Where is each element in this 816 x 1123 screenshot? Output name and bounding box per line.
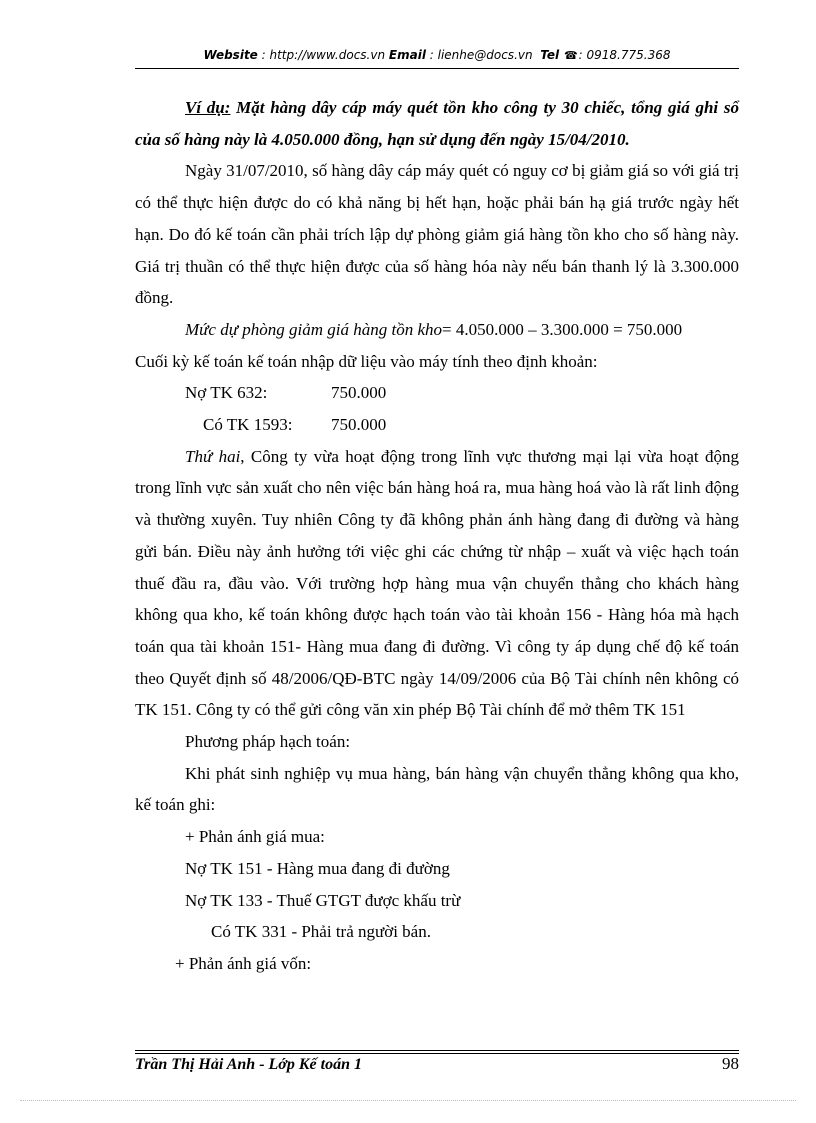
tel-label: Tel — [540, 48, 560, 62]
email-label: Email — [388, 48, 426, 62]
entry-credit-1593 — [135, 409, 739, 441]
example-paragraph — [135, 92, 739, 155]
website-sep: : — [257, 48, 270, 62]
paragraph-2: Cuối kỳ kế toán kế toán nhập dữ liệu vào máy tính theo định khoản: — [135, 351, 598, 371]
line-purchase-price: + Phản ánh giá mua: — [185, 827, 325, 847]
entry1-amount: 750.000 — [331, 383, 387, 403]
website-label: Website — [203, 48, 258, 62]
formula-paragraph — [135, 314, 739, 346]
page-header — [135, 48, 739, 62]
email-value[interactable]: lienhe@docs.vn — [437, 48, 533, 62]
paragraph-5: Khi phát sinh nghiệp vụ mua hàng, bán hàng vận chuyển thẳng không qua kho, kế toán ghi: — [135, 763, 739, 815]
page-edge-dotted-line — [20, 1100, 796, 1101]
entry2-amount: 750.000 — [331, 415, 387, 435]
website-url[interactable]: http://www.docs.vn — [269, 48, 386, 62]
paragraph-3-lead: Thứ hai — [185, 446, 241, 466]
document-body — [135, 92, 739, 980]
email-sep: : — [425, 48, 438, 62]
formula-value: = 4.050.000 – 3.300.000 = 750.000 — [442, 319, 683, 339]
line-debit-133: Nợ TK 133 - Thuế GTGT được khấu trừ — [185, 890, 461, 910]
phone-icon: ☎ — [563, 49, 578, 62]
example-label: Ví dụ: — [185, 98, 231, 117]
footer-rule-bottom — [135, 1053, 739, 1054]
line-credit-331: Có TK 331 - Phải trả người bán. — [211, 922, 431, 942]
formula-label: Mức dự phòng giảm giá hàng tồn kho — [185, 319, 442, 339]
line-cost-price: + Phản ánh giá vốn: — [175, 953, 312, 973]
tel-value: : 0918.775.368 — [578, 48, 671, 62]
entry2-account: Có TK 1593: — [203, 415, 293, 435]
paragraph-4: Phương pháp hạch toán: — [185, 732, 351, 752]
page-number: 98 — [722, 1054, 739, 1073]
paragraph-3-text: , Công ty vừa hoạt động trong lĩnh vực thương mại lại vừa hoạt động trong lĩnh vực sản xuất cho nên việc bán hàng hoá ra, mua hàng hoá vào là rất linh động và thường xuyên. Tuy nhiên Công ty đã không phản ánh hàng đang đi đường và hàng gửi bán. Điều này ảnh hưởng tới việc ghi các chứng từ nhập – xuất và việc hạch toán thuế đầu ra, đầu vào. Với trường hợp hàng mua vận chuyển thẳng cho khách hàng không qua kho, kế toán không được hạch toán vào tài khoản 156 - Hàng hóa mà hạch toán qua tài khoản 151- Hàng mua đang đi đường. Vì công ty áp dụng chế độ kế toán theo Quyết định số 48/2006/QĐ-BTC ngày 14/09/2006 của Bộ Tài chính nên không có TK 151. Công ty có thể gửi công văn xin phép Bộ Tài chính để mở thêm TK 151 — [135, 446, 739, 720]
footer-author: Trần Thị Hải Anh - Lớp Kế toán 1 — [135, 1056, 362, 1073]
entry-debit-632 — [135, 377, 739, 409]
line-debit-151: Nợ TK 151 - Hàng mua đang đi đường — [185, 858, 450, 878]
paragraph-3 — [135, 441, 739, 726]
footer-rule-top — [135, 1050, 739, 1051]
example-text: Mặt hàng dây cáp máy quét tồn kho công ty 30 chiếc, tổng giá ghi sổ của số hàng này là 4.050.000 đồng, hạn sử dụng đến ngày 15/04/2010. — [135, 98, 739, 149]
entry1-account: Nợ TK 632: — [185, 383, 268, 403]
header-rule — [135, 68, 739, 69]
paragraph-1: Ngày 31/07/2010, số hàng dây cáp máy quét có nguy cơ bị giảm giá so với giá trị có thể thực hiện được do có khả năng bị hết hạn, hoặc phải bán hạ giá trước ngày hết hạn. Do đó kế toán cần phải trích lập dự phòng giảm giá hàng tồn kho cho số hàng này. Giá trị thuần có thể thực hiện được của số hàng hóa này nếu bán thanh lý là 3.300.000 đồng. — [135, 161, 739, 308]
